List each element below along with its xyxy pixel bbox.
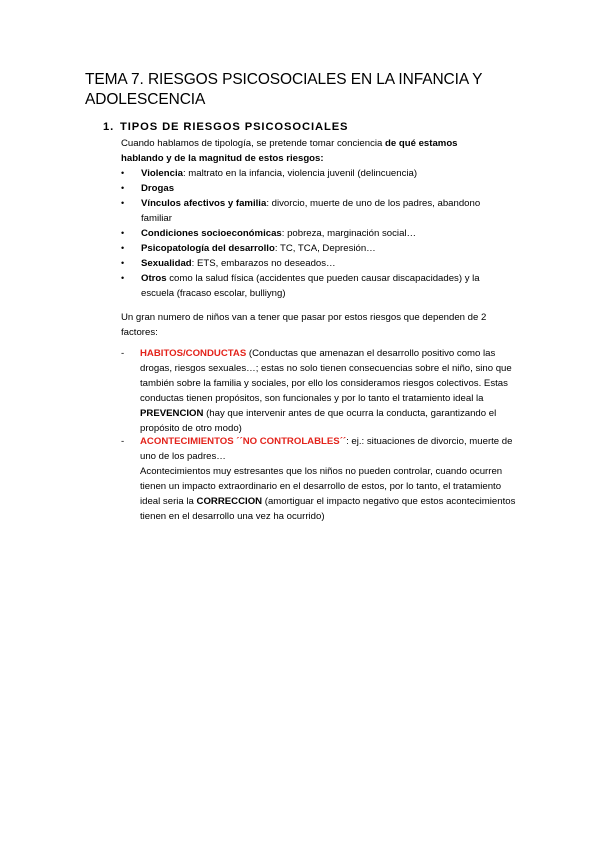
factor-bold-term: PREVENCION xyxy=(140,408,204,419)
list-item-label: Sexualidad xyxy=(141,258,192,269)
intro-bold: de qué estamos hablando y de la magnitud de estos riesgos: xyxy=(121,138,458,164)
factors-paragraph: Un gran numero de niños van a tener que pasar por estos riesgos que dependen de 2 factores: xyxy=(121,312,487,338)
list-item-text: : pobreza, marginación social… xyxy=(281,228,417,239)
list-item xyxy=(121,271,511,301)
dash-marker: - xyxy=(121,348,125,359)
factor-item-body xyxy=(140,346,521,436)
list-item-label: Condiciones socioeconómicas xyxy=(141,228,282,239)
section-number: 1. xyxy=(103,121,115,133)
list-item xyxy=(121,166,511,181)
factor-item-events xyxy=(121,434,521,524)
list-item-label: Otros xyxy=(141,273,167,284)
dash-marker: - xyxy=(121,436,125,447)
list-item xyxy=(121,256,511,271)
risk-types-list xyxy=(121,166,511,301)
section-heading-text: TIPOS DE RIESGOS PSICOSOCIALES xyxy=(120,121,349,133)
list-item xyxy=(121,241,511,256)
factor-text: (hay que intervenir antes de que ocurra la conducta, garantizando el propósito de otro modo) xyxy=(140,408,497,434)
list-item xyxy=(121,226,511,241)
list-item-label: Psicopatología del desarrollo xyxy=(141,243,275,254)
factor-text: (Conductas que amenazan el desarrollo positivo como las drogas, riesgos sexuales…; estas no solo tienen consecuencias sobre el niño, sino que también sobre la familia y sociales, por ello los consideramos riesgos colectivos. Estas conductas tienen propósitos, son funcionales y por lo tanto el tratamiento ideal la xyxy=(140,348,512,404)
factor-bold-term: CORRECCION xyxy=(196,496,263,507)
factor-item-body xyxy=(140,434,521,524)
intro-plain: Cuando hablamos de tipología, se pretende tomar conciencia xyxy=(121,138,385,149)
list-item-text: : ETS, embarazos no deseados… xyxy=(191,258,336,269)
list-item xyxy=(121,181,511,196)
bullet-icon: • xyxy=(121,198,125,208)
factor-item-habits xyxy=(121,346,521,436)
bullet-icon: • xyxy=(121,243,125,253)
factor-text: (amortiguar el impacto negativo que estos acontecimientos tienen en el desarrollo una vez ha ocurrido) xyxy=(140,496,516,522)
factor-text: Acontecimientos muy estresantes que los niños no pueden controlar, cuando ocurren tienen un impacto extraordinario en el desarrollo de estos, por lo tanto, el tratamiento ideal seria la xyxy=(140,466,503,507)
factor-label-red: ACONTECIMIENTOS ´´NO CONTROLABLES´´ xyxy=(140,436,347,447)
factor-label-red: HABITOS/CONDUCTAS xyxy=(140,348,247,359)
list-item-label: Violencia xyxy=(141,168,183,179)
bullet-icon: • xyxy=(121,273,125,283)
bullet-icon: • xyxy=(121,183,125,193)
title-line-1: TEMA 7. RIESGOS PSICOSOCIALES EN LA INFANCIA Y xyxy=(85,71,483,88)
bullet-icon: • xyxy=(121,228,125,238)
factor-text: : ej.: situaciones de divorcio, muerte de uno de los padres… xyxy=(140,436,513,462)
bullet-icon: • xyxy=(121,168,125,178)
list-item-label: Vínculos afectivos y familia xyxy=(141,198,267,209)
page-title xyxy=(85,70,505,110)
title-line-2: ADOLESCENCIA xyxy=(85,91,206,108)
list-item-text: : TC, TCA, Depresión… xyxy=(274,243,376,254)
list-item-text: como la salud física (accidentes que pueden causar discapacidades) y la escuela (fracaso escolar, bulliyng) xyxy=(141,273,480,299)
list-item-text: : divorcio, muerte de uno de los padres, abandono familiar xyxy=(141,198,481,224)
list-item xyxy=(121,196,511,226)
intro-paragraph xyxy=(121,136,501,166)
list-item-text: : maltrato en la infancia, violencia juvenil (delincuencia) xyxy=(182,168,418,179)
bullet-icon: • xyxy=(121,258,125,268)
section-heading xyxy=(103,121,348,133)
list-item-label: Drogas xyxy=(141,183,175,194)
